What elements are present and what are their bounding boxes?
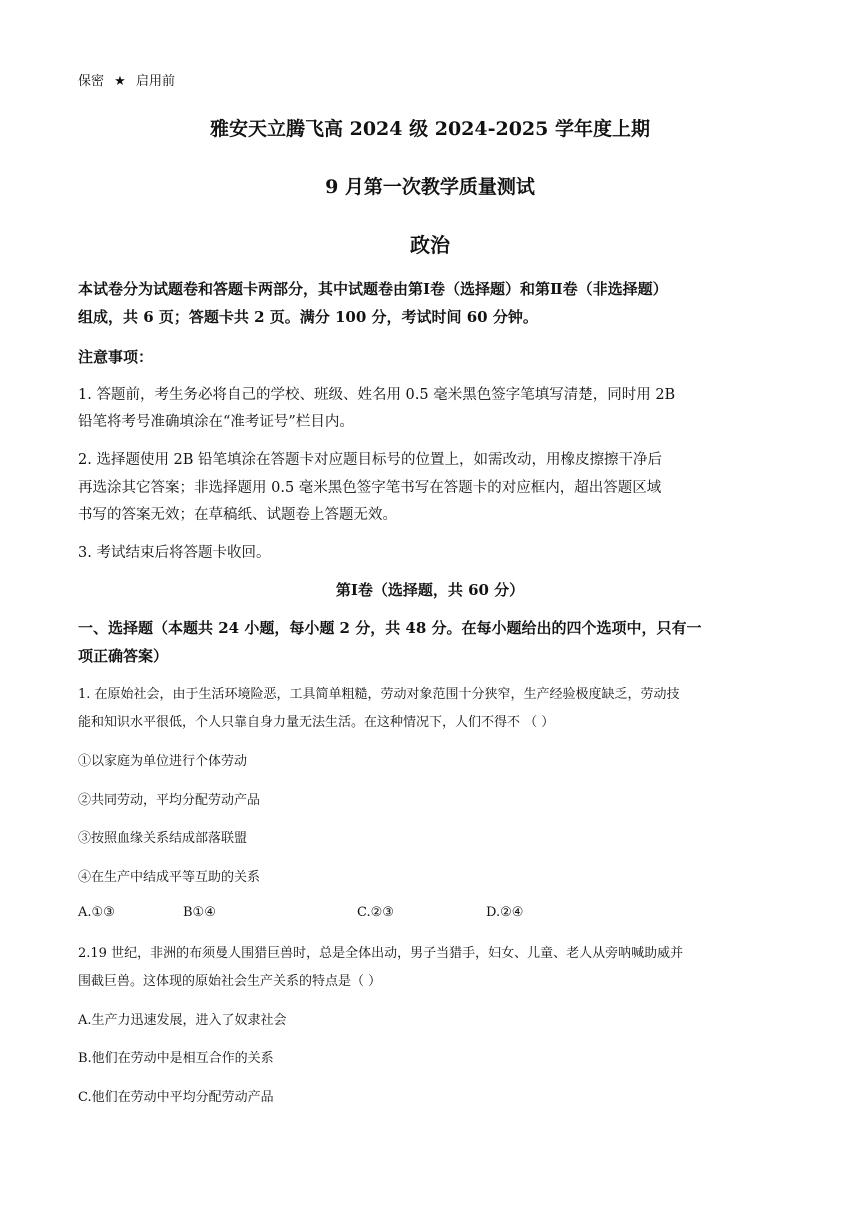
q1-stem-line1: 1. 在原始社会，由于生活环境险恶，工具简单粗糙，劳动对象范围十分狭窄，生产经验极度缺乏，劳动技: [78, 687, 680, 702]
q1-statement-3: ③按照血缘关系结成部落联盟: [78, 831, 248, 846]
q2-option-b: B.他们在劳动中是相互合作的关系: [78, 1051, 274, 1066]
q1-stem-line2: 能和知识水平很低，个人只靠自身力量无法生活。在这种情况下，人们不得不 （ ）: [78, 715, 555, 730]
section1-heading: 第Ⅰ卷（选择题，共 60 分）: [335, 581, 525, 599]
part1-line1: 一、选择题（本题共 24 小题，每小题 2 分，共 48 分。在每小题给出的四个选项中，只有一: [78, 619, 702, 637]
q1-statement-1: ①以家庭为单位进行个体劳动: [78, 754, 248, 769]
notes-heading: 注意事项：: [78, 348, 154, 366]
note1-line1: 1. 答题前，考生务必将自己的学校、班级、姓名用 0.5 毫米黑色签字笔填写清楚，同时用 2B: [78, 387, 676, 403]
q1-option-a: A.①③: [78, 905, 115, 920]
confidential-notice: [78, 70, 175, 89]
secret-after-label: 启用前: [135, 74, 175, 89]
q2-option-c: C.他们在劳动中平均分配劳动产品: [78, 1090, 274, 1105]
star-icon: ★: [114, 74, 126, 89]
intro-line2: 组成，共 6 页；答题卡共 2 页。满分 100 分，考试时间 60 分钟。: [78, 308, 538, 326]
q2-option-a: A.生产力迅速发展，进入了奴隶社会: [78, 1013, 287, 1028]
note2-line2: 再选涂其它答案；非选择题用 0.5 毫米黑色签字笔书写在答题卡的对应框内，超出答题区域: [78, 480, 662, 496]
part1-line2: 项正确答案）: [78, 647, 169, 665]
subject-title: 政治: [410, 233, 450, 257]
q1-option-c: C.②③: [357, 905, 394, 920]
q2-stem-line2: 围截巨兽。这体现的原始社会生产关系的特点是（ ）: [78, 974, 382, 989]
note2-line3: 书写的答案无效；在草稿纸、试题卷上答题无效。: [78, 507, 397, 523]
q1-statement-4: ④在生产中结成平等互助的关系: [78, 870, 261, 885]
intro-line1: 本试卷分为试题卷和答题卡两部分，其中试题卷由第Ⅰ卷（选择题）和第Ⅱ卷（非选择题）: [78, 280, 668, 298]
q1-option-b: B①④: [183, 905, 216, 920]
q2-stem-line1: 2.19 世纪，非洲的布须曼人围猎巨兽时，总是全体出动，男子当猎手，妇女、儿童、老人从旁呐喊助威并: [78, 946, 684, 961]
q1-statement-2: ②共同劳动，平均分配劳动产品: [78, 793, 261, 808]
q1-option-d: D.②④: [486, 905, 524, 920]
secret-label: 保密: [78, 74, 105, 89]
note2-line1: 2. 选择题使用 2B 铅笔填涂在答题卡对应题目标号的位置上，如需改动，用橡皮擦擦干净后: [78, 452, 663, 468]
exam-title-line1: 雅安天立腾飞高 2024 级 2024-2025 学年度上期: [210, 118, 650, 140]
note3: 3. 考试结束后将答题卡收回。: [78, 545, 271, 561]
note1-line2: 铅笔将考号准确填涂在“准考证号”栏目内。: [78, 414, 354, 430]
exam-title-line2: 9 月第一次教学质量测试: [325, 176, 535, 198]
